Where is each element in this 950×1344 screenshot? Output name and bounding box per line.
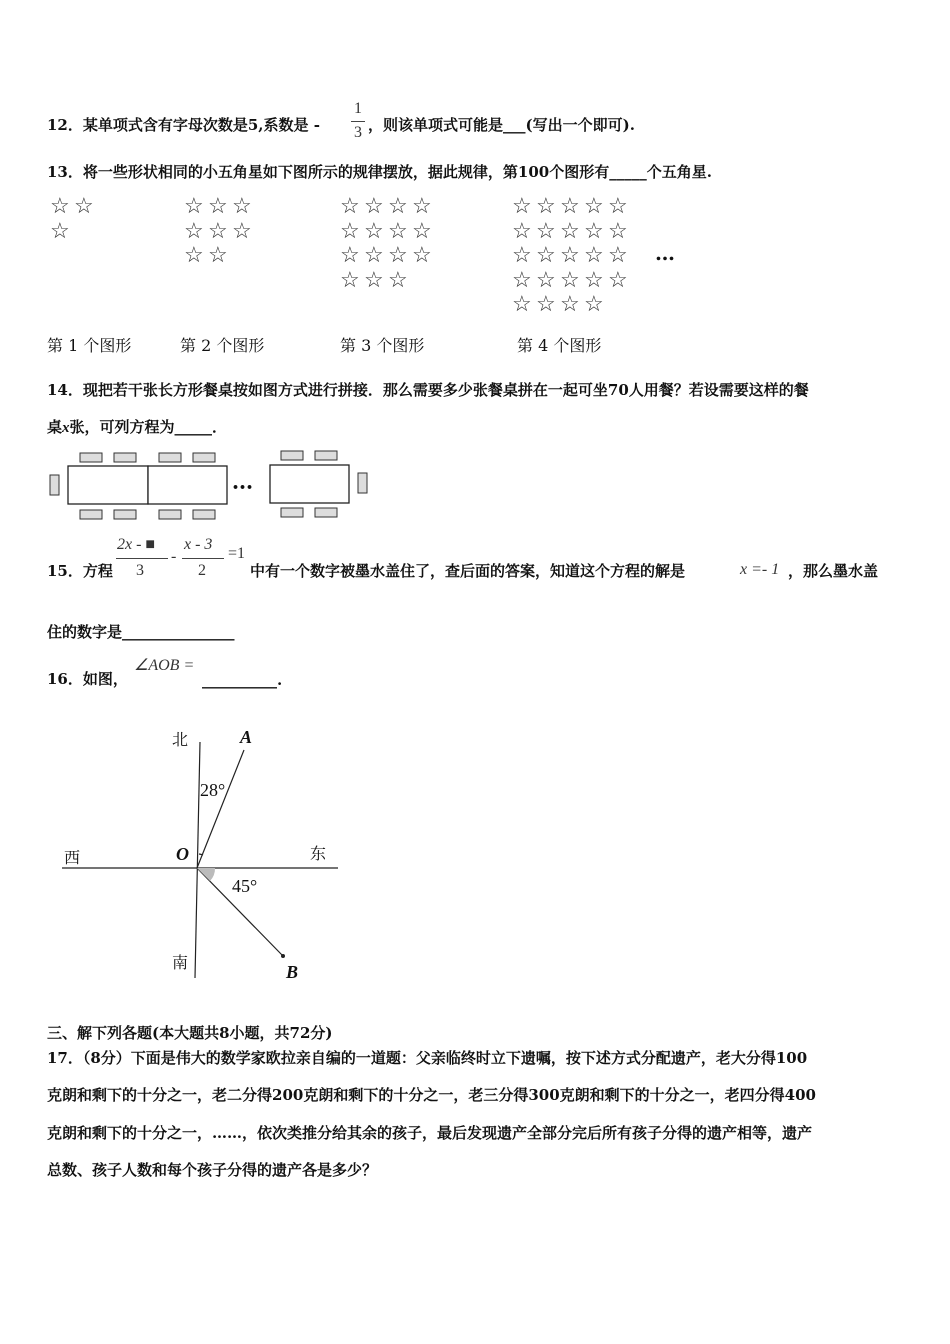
star-icon: ☆ xyxy=(536,243,556,268)
star-icon: ☆ xyxy=(184,194,204,219)
q15-prefix: 15．方程 xyxy=(47,562,113,580)
star-icon: ☆ xyxy=(584,267,604,293)
q15-den2: 2 xyxy=(198,562,206,579)
star-icon: ☆ xyxy=(512,292,532,317)
star-icon: ☆ xyxy=(584,243,604,268)
compass-diagram xyxy=(0,700,400,1000)
star-icon: ☆ xyxy=(412,243,432,268)
star-icon: ☆ xyxy=(608,267,628,293)
star-icon: ☆ xyxy=(608,243,628,268)
star-icon: ☆ xyxy=(560,218,580,244)
west-label: 西 xyxy=(64,848,81,867)
star-icon: ☆ xyxy=(208,243,228,268)
star-icon: ☆ xyxy=(50,218,70,244)
q17-line: 17．（8分）下面是伟大的数学家欧拉亲自编的一道题：父亲临终时立下遗嘱，按下述方式分配遗产，老大分得100 xyxy=(47,1049,808,1067)
q15-num1: 2x - ■ xyxy=(117,536,156,553)
star-icon: ☆ xyxy=(340,194,360,219)
star-icon: ☆ xyxy=(364,218,384,244)
q14-line2: 桌x张，可列方程为_____． xyxy=(47,418,228,436)
star-icon: ☆ xyxy=(512,243,532,268)
q17-line: 总数、孩子人数和每个孩子分得的遗产各是多少？ xyxy=(47,1161,378,1179)
star-icon: ☆ xyxy=(340,218,360,244)
star-icon: ☆ xyxy=(608,194,628,219)
q15-eq: =1 xyxy=(228,545,246,562)
star-icon: ☆ xyxy=(388,194,408,219)
star-icon: ☆ xyxy=(364,194,384,219)
south-label: 南 xyxy=(172,953,189,972)
q15-line2: 住的数字是_______________ xyxy=(47,623,235,641)
q12-text-a: 12．某单项式含有字母次数是5,系数是 - xyxy=(47,116,320,134)
q12-text-b: ，则该单项式可能是___(写出一个即可). xyxy=(368,116,635,134)
q12-frac-num: 1 xyxy=(354,100,362,117)
star-icon: ☆ xyxy=(364,243,384,268)
angle-a-label: 28° xyxy=(200,780,226,800)
star-icon: ☆ xyxy=(340,243,360,268)
q17-line: 克朗和剩下的十分之一，……，依次类推分给其余的孩子，最后发现遗产全部分完后所有孩子分得的遗产相等，遗产 xyxy=(47,1124,813,1142)
point-b-label: B xyxy=(286,962,299,982)
star-icon: ☆ xyxy=(388,218,408,244)
point-o-label: O xyxy=(176,844,189,864)
section3-title: 三、解下列各题(本大题共8小题，共72分) xyxy=(47,1024,333,1042)
ellipsis: … xyxy=(655,241,675,265)
q15-num2: x - 3 xyxy=(184,536,213,553)
star-icon: ☆ xyxy=(560,194,580,219)
q12-frac-den: 3 xyxy=(354,124,362,141)
tables-ellipsis: ••• xyxy=(232,481,254,494)
east-label: 东 xyxy=(310,844,327,863)
star-icon: ☆ xyxy=(560,267,580,293)
tables-diagram xyxy=(40,445,380,525)
q15-minus: - xyxy=(171,548,177,565)
star-icon: ☆ xyxy=(560,243,580,268)
star-icon: ☆ xyxy=(232,194,252,219)
star-icon: ☆ xyxy=(536,218,556,244)
figure-label: 第 2 个图形 xyxy=(180,336,265,355)
star-icon: ☆ xyxy=(208,218,228,244)
star-icon: ☆ xyxy=(208,194,228,219)
q16-expr: ∠AOB = xyxy=(134,657,195,674)
star-icon: ☆ xyxy=(50,194,70,219)
q15-text: 中有一个数字被墨水盖住了，查后面的答案，知道这个方程的解是 xyxy=(250,562,686,580)
star-icon: ☆ xyxy=(584,218,604,244)
q17-line: 克朗和剩下的十分之一，老二分得200克朗和剩下的十分之一，老三分得300克朗和剩下的十分之一，老四分得400 xyxy=(47,1086,816,1104)
figure-label: 第 1 个图形 xyxy=(47,336,132,355)
star-icon: ☆ xyxy=(412,194,432,219)
star-icon: ☆ xyxy=(388,267,408,293)
star-icon: ☆ xyxy=(412,218,432,244)
figure-label: 第 3 个图形 xyxy=(340,336,425,355)
q15-den1: 3 xyxy=(136,562,144,579)
star-icon: ☆ xyxy=(584,194,604,219)
star-icon: ☆ xyxy=(608,218,628,244)
q15-text-end: ，那么墨水盖 xyxy=(788,562,879,580)
star-icon: ☆ xyxy=(74,194,94,219)
star-icon: ☆ xyxy=(340,267,360,293)
star-icon: ☆ xyxy=(536,267,556,293)
q14-line1: 14．现把若干张长方形餐桌按如图方式进行拼接．那么需要多少张餐桌拼在一起可坐70人用餐？若设需要这样的餐 xyxy=(47,381,809,399)
star-icon: ☆ xyxy=(536,292,556,317)
star-icon: ☆ xyxy=(560,292,580,317)
star-icon: ☆ xyxy=(184,243,204,268)
q13-text: 13．将一些形状相同的小五角星如下图所示的规律摆放，据此规律，第100个图形有_____个五角星. xyxy=(47,163,712,181)
figure-label: 第 4 个图形 xyxy=(517,336,602,355)
star-icon: ☆ xyxy=(512,218,532,244)
star-icon: ☆ xyxy=(512,194,532,219)
star-icon: ☆ xyxy=(584,292,604,317)
angle-b-label: 45° xyxy=(232,876,258,896)
star-icon: ☆ xyxy=(364,267,384,293)
q15-solution: x =- 1 xyxy=(740,561,780,578)
star-icon: ☆ xyxy=(536,194,556,219)
point-a-label: A xyxy=(240,727,253,747)
q16-blank: __________. xyxy=(202,671,283,689)
star-icon: ☆ xyxy=(388,243,408,268)
star-icon: ☆ xyxy=(232,218,252,244)
q16-prefix: 16．如图， xyxy=(47,670,128,688)
star-icon: ☆ xyxy=(512,267,532,293)
star-icon: ☆ xyxy=(184,218,204,244)
north-label: 北 xyxy=(172,730,189,749)
